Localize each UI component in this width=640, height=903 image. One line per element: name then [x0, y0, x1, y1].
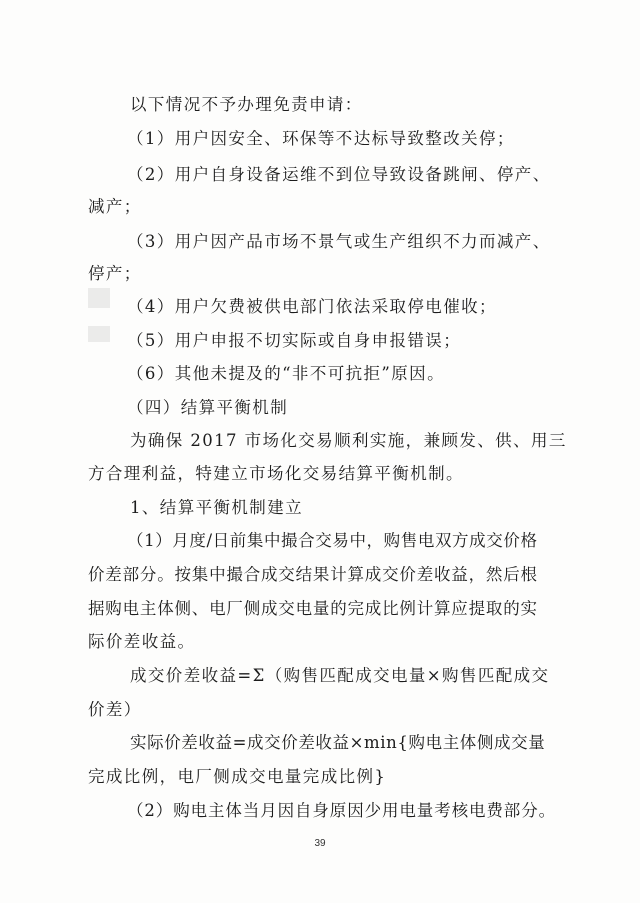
- text-line: [0, 359, 640, 389]
- text-line: [0, 192, 640, 222]
- line-text: 减产；: [88, 197, 142, 216]
- line-text: 以下情况不予办理免责申请：: [130, 95, 363, 114]
- line-text: （四）结算平衡机制: [127, 398, 289, 417]
- text-line: [0, 728, 640, 758]
- page-number: 39: [314, 838, 326, 849]
- text-line: [0, 493, 640, 523]
- text-line: [0, 160, 640, 190]
- text-line: [0, 426, 640, 456]
- line-text: 方合理利益，特建立市场化交易结算平衡机制。: [88, 464, 464, 483]
- text-line: [0, 695, 640, 725]
- text-line: [0, 326, 640, 356]
- line-text: （3）用户因产品市场不景气或生产组织不力而减产、: [127, 232, 551, 251]
- line-text: （1）月度/日前集中撮合交易中，购售电双方成交价格: [127, 531, 538, 550]
- line-text: （6）其他未提及的“非不可抗拒”原因。: [127, 364, 445, 383]
- text-line: [0, 227, 640, 257]
- text-line: [0, 393, 640, 423]
- line-text: 价差部分。按集中撮合成交结果计算成交价差收益，然后根: [88, 565, 538, 584]
- text-line: [0, 627, 640, 657]
- text-line: [0, 661, 640, 691]
- line-text: 际价差收益。: [88, 632, 196, 651]
- text-line: [0, 796, 640, 826]
- text-line: [0, 90, 640, 120]
- text-line: [0, 762, 640, 792]
- text-line: [0, 459, 640, 489]
- line-text: 成交价差收益=Σ（购售匹配成交电量×购售匹配成交: [130, 666, 550, 685]
- line-text: （2）购电主体当月因自身原因少用电量考核电费部分。: [127, 801, 556, 820]
- line-text: 价差）: [88, 700, 142, 719]
- line-text: （5）用户申报不切实际或自身申报错误；: [127, 331, 462, 350]
- line-text: （4）用户欠费被供电部门依法采取停电催收；: [127, 297, 497, 316]
- line-text: 据购电主体侧、电厂侧成交电量的完成比例计算应提取的实: [88, 599, 538, 618]
- line-text: 为确保 2017 市场化交易顺利实施，兼顾发、供、用三: [130, 431, 567, 450]
- line-text: 实际价差收益=成交价差收益×min{购电主体侧成交量: [130, 733, 546, 752]
- line-text: （2）用户自身设备运维不到位导致设备跳闸、停产、: [127, 165, 551, 184]
- text-line: [0, 259, 640, 289]
- text-line: [0, 560, 640, 590]
- text-line: [0, 526, 640, 556]
- line-text: （1）用户因安全、环保等不达标导致整改关停；: [127, 129, 515, 148]
- text-line: [0, 292, 640, 322]
- line-text: 完成比例，电厂侧成交电量完成比例}: [88, 767, 387, 786]
- text-line: [0, 594, 640, 624]
- text-line: [0, 124, 640, 154]
- line-text: 停产；: [88, 264, 142, 283]
- line-text: 1、结算平衡机制建立: [130, 498, 303, 517]
